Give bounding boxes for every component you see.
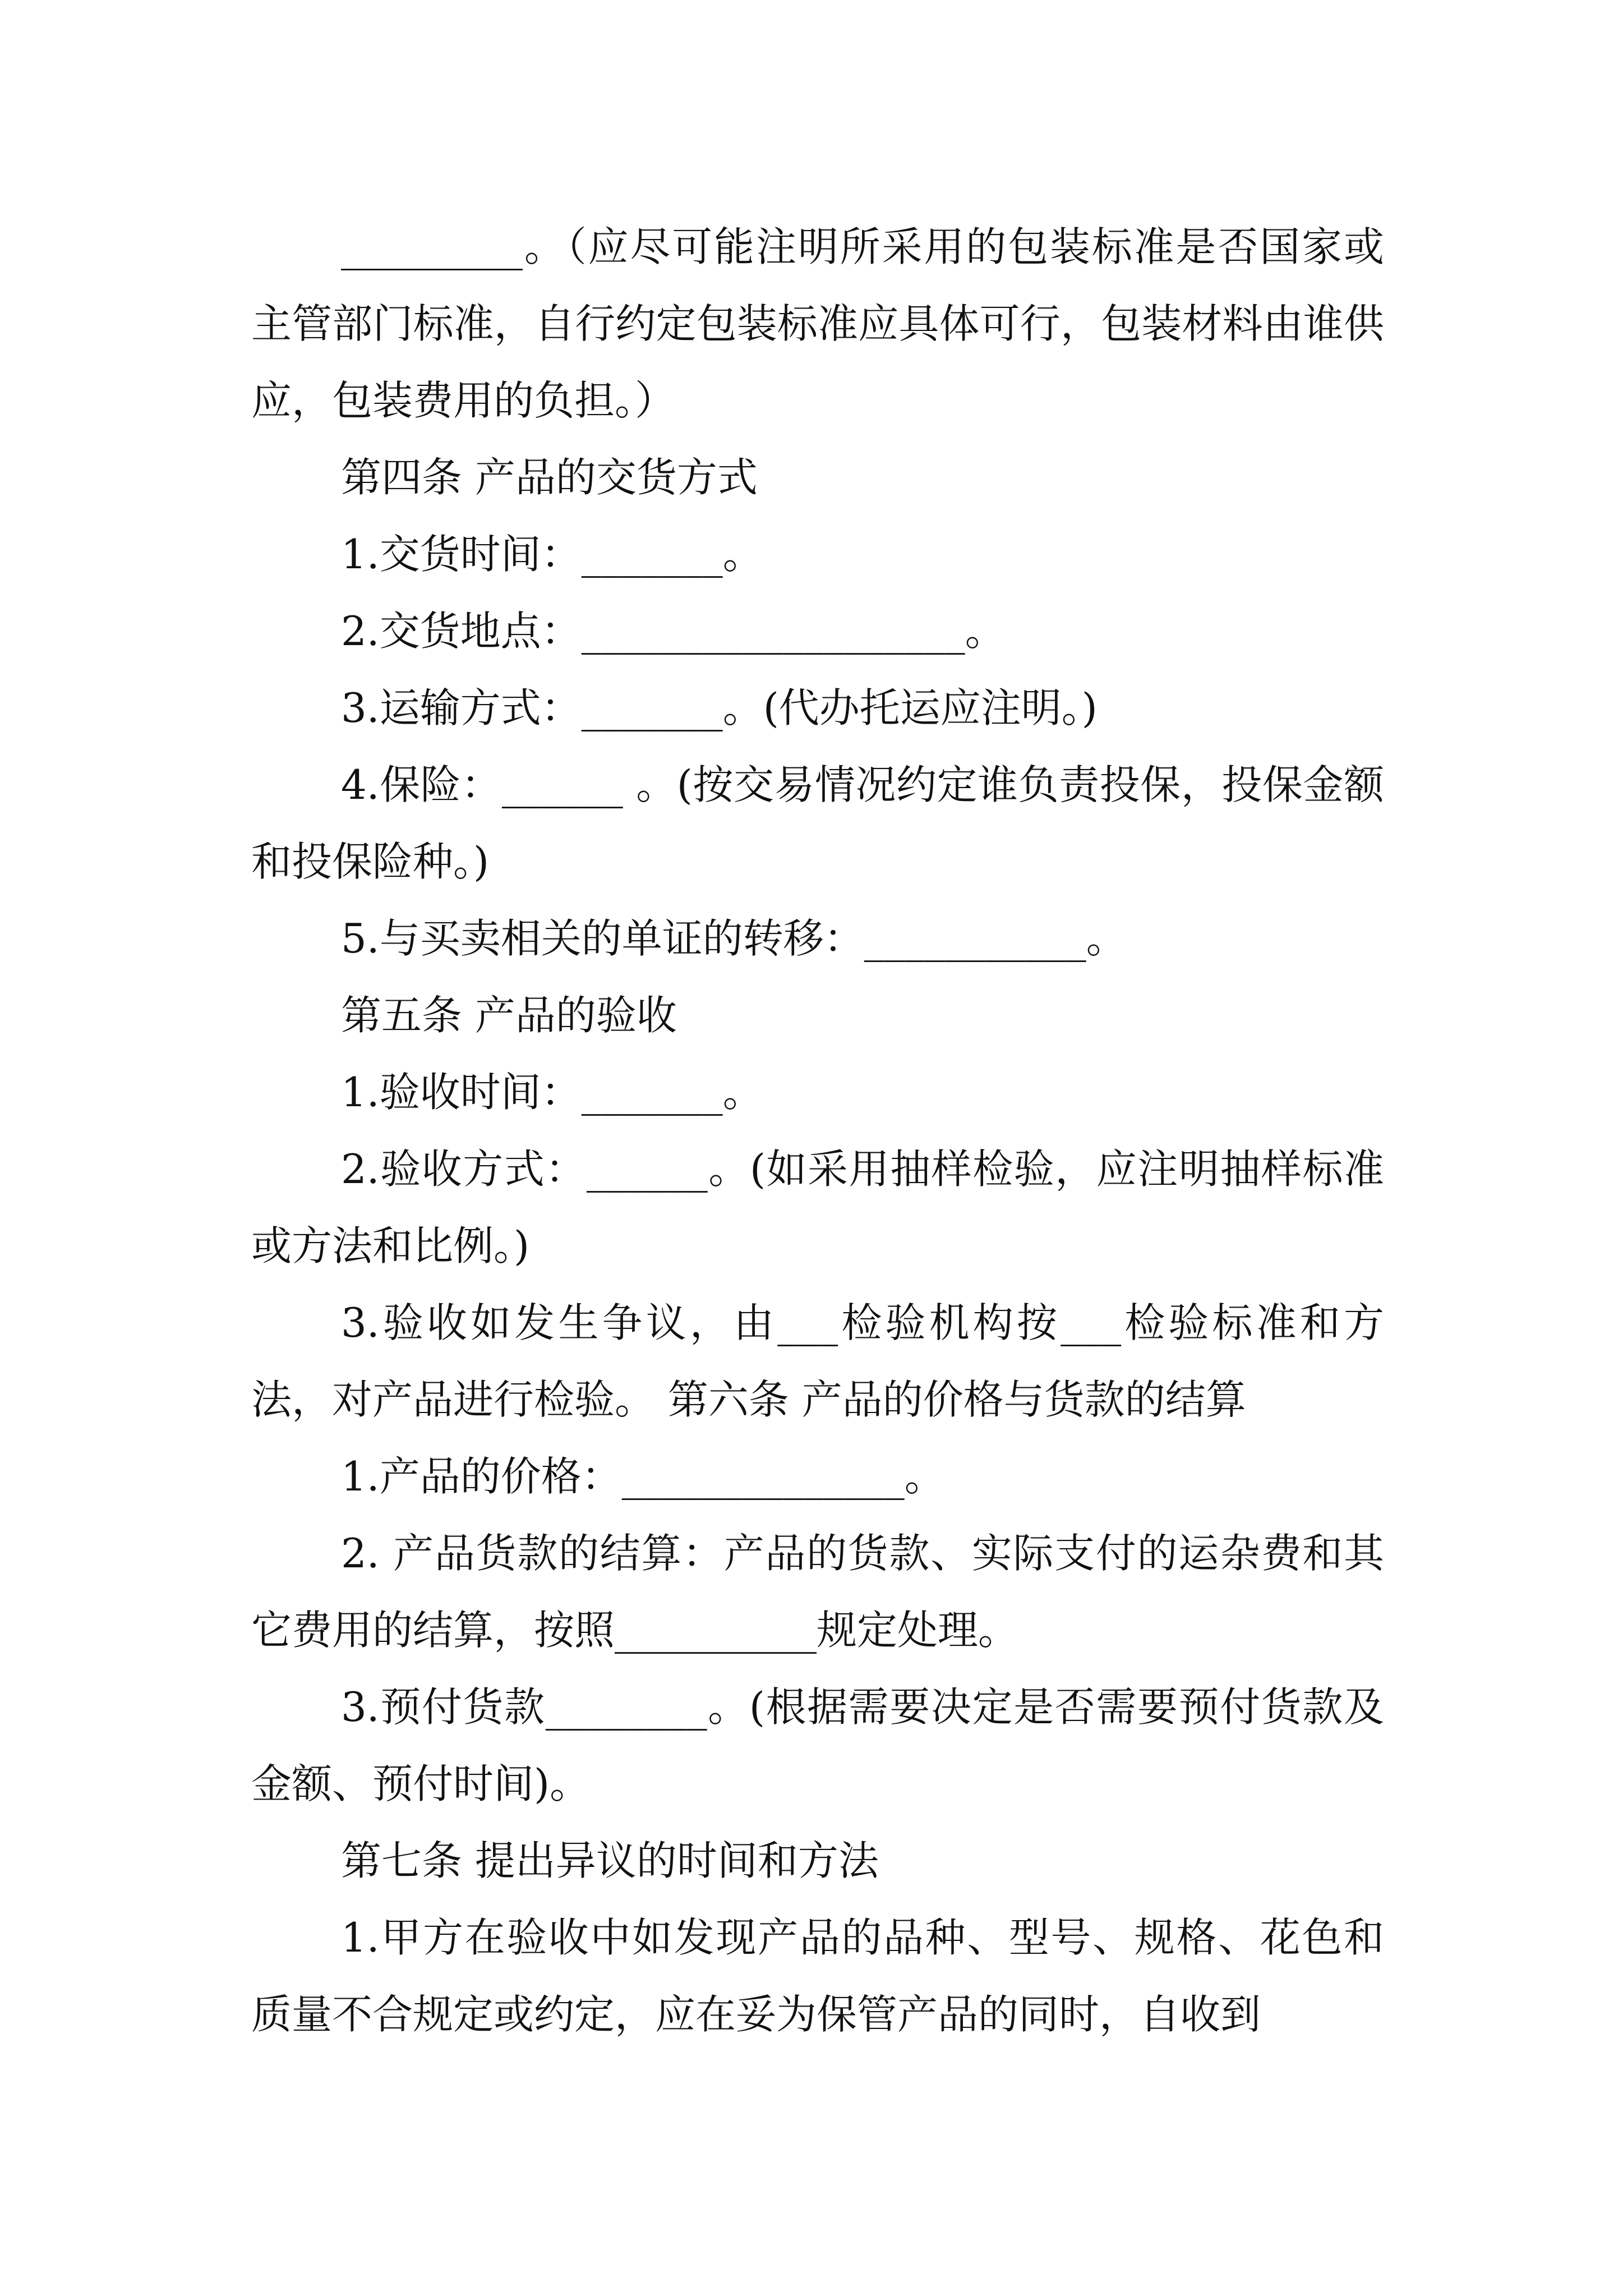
clause-delivery-time: 1.交货时间：_______。	[341, 531, 763, 578]
clause-insurance: 4.保险：______ 。(按交易情况约定谁负责投保，投保金额和投保险种。)	[251, 761, 1384, 885]
paragraph-packaging-note: _________。（应尽可能注明所采用的包装标准是否国家或主管部门标准，自行约定包装标准应具体可行，包装材料由谁供应，包装费用的负担。）	[251, 223, 1384, 424]
clause-inspection-dispute: 3.验收如发生争议，由___检验机构按___检验标准和方法，对产品进行检验。 第六条 产品的价格与货款的结算	[251, 1299, 1384, 1423]
article-4-heading: 第四条 产品的交货方式	[341, 454, 758, 501]
clause-payment-settlement: 2. 产品货款的结算：产品的货款、实际支付的运杂费和其它费用的结算，按照__________规定处理。	[251, 1530, 1384, 1654]
clause-delivery-place: 2.交货地点：___________________。	[341, 608, 1006, 655]
clause-prepayment: 3.预付货款________。(根据需要决定是否需要预付货款及金额、预付时间)。	[251, 1683, 1384, 1807]
article-5-heading: 第五条 产品的验收	[341, 992, 677, 1039]
clause-inspection-method: 2.验收方式：______。(如采用抽样检验，应注明抽样标准或方法和比例。)	[251, 1145, 1384, 1269]
clause-document-transfer: 5.与买卖相关的单证的转移：___________。	[341, 915, 1127, 962]
document-body	[251, 209, 1384, 2053]
clause-objection: 1.甲方在验收中如发现产品的品种、型号、规格、花色和质量不合规定或约定，应在妥为保管产品的同时，自收到	[251, 1914, 1384, 2038]
clause-transport-method: 3.运输方式：_______。(代办托运应注明。)	[341, 684, 1098, 731]
clause-inspection-time: 1.验收时间：_______。	[341, 1069, 763, 1116]
clause-product-price: 1.产品的价格：______________。	[341, 1453, 945, 1500]
article-7-heading: 第七条 提出异议的时间和方法	[341, 1837, 879, 1884]
